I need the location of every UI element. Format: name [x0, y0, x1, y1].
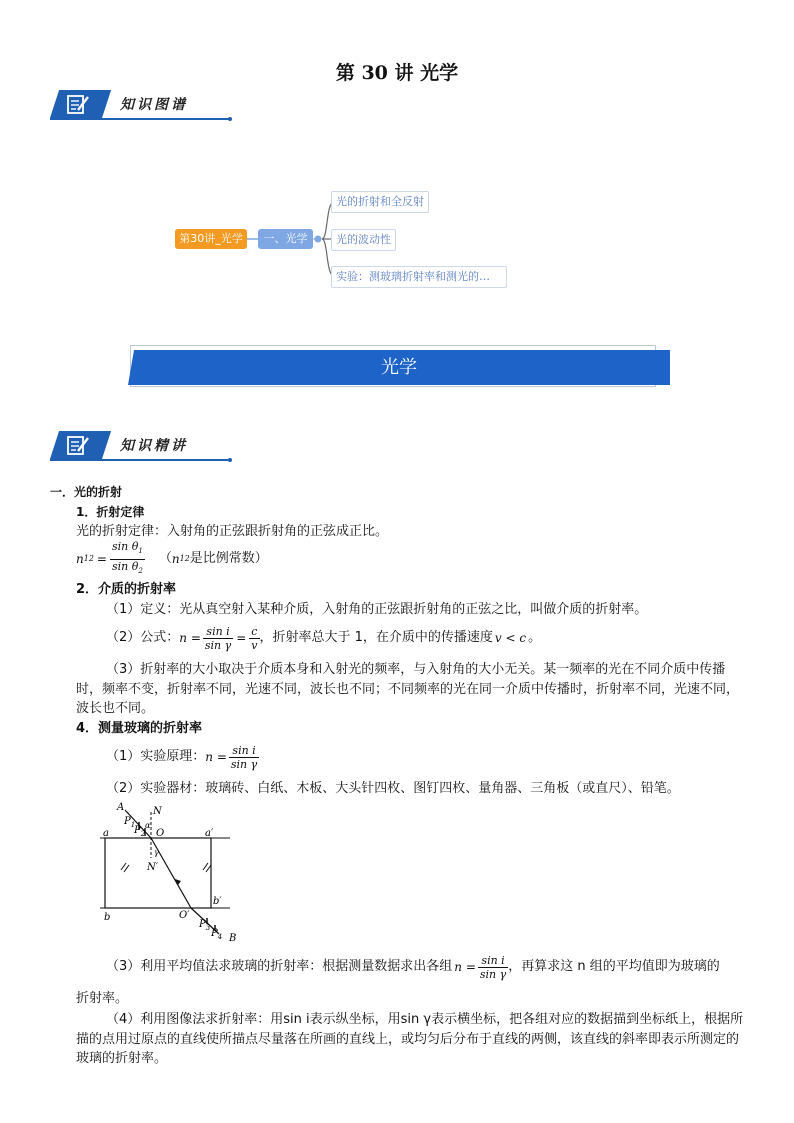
fraction-den: sin γ [204, 638, 232, 652]
banner-title: 光学 [381, 357, 417, 378]
average-method-end: 折射率。 [76, 991, 129, 1006]
underline-dot [228, 117, 232, 121]
principle-label: （1）实验原理： [106, 749, 206, 764]
avg-text-b: ，再算求这 n 组的平均值即为玻璃的 [508, 959, 720, 974]
fraction-num: c [249, 625, 259, 639]
section-underline [50, 118, 230, 120]
heading-refraction-law: 1．折射定律 [76, 505, 145, 519]
svg-text:P4 [210, 928, 222, 941]
label-B: B [229, 933, 237, 944]
fraction-den: sin γ [230, 757, 258, 771]
label-P1-sub: 1 [130, 821, 136, 829]
formula-lhs-sub: 12 [83, 554, 94, 563]
fraction-num: sin i [203, 625, 233, 639]
mindmap-leaf-refraction[interactable]: 光的折射和全反射 [331, 191, 429, 213]
label-P2: P [134, 825, 141, 836]
formula-fraction [229, 744, 259, 771]
heading-refractive-index: 2．介质的折射率 [76, 582, 177, 597]
label-P1: P [124, 816, 131, 827]
refraction-law-text: 光的折射定律：入射角的正弦跟折射角的正弦成正比。 [76, 524, 389, 539]
fraction-den-sub: 2 [138, 566, 143, 575]
label-a-prime: a′ [205, 828, 214, 839]
formula-eq: = [236, 631, 247, 645]
label-b-prime: b′ [213, 896, 222, 907]
note-var: n [171, 552, 180, 566]
refraction-law-formula: n 12 = $\frac{\sin \theta_1}{\sin \theta_2}$ （ n 12 是比例常数） [76, 540, 268, 578]
formula-fraction [478, 954, 508, 981]
formula-lhs: n = [205, 750, 227, 764]
label-P3-sub: 3 [205, 924, 211, 932]
index-formula-line [106, 620, 541, 656]
label-P3: P [199, 919, 206, 930]
page-title: 第 30 讲 光学 [335, 62, 459, 84]
heading-measure-glass: 4．测量玻璃的折射率 [76, 721, 203, 736]
avg-text-a: （3）利用平均值法求玻璃的折射率：根据测量数据求出各组 [106, 959, 453, 974]
label-a: a [103, 828, 109, 839]
formula-lhs: n [76, 552, 84, 566]
fraction-num: sin i [229, 744, 259, 758]
section-label: 知识图谱 [120, 97, 188, 113]
principle-line [106, 738, 259, 776]
label-P2-sub: 2 [140, 830, 146, 838]
notebook-pencil-icon [66, 434, 90, 456]
formula-end: 。 [528, 630, 542, 645]
label-A: A [117, 802, 125, 813]
notebook-pencil-icon [66, 93, 90, 115]
formula-fraction-speed [249, 625, 259, 652]
equipment-text: （2）实验器材：玻璃砖、白纸、木板、大头针四枚、图钉四枚、量角器、三角板（或直尺）、铅笔。 [106, 781, 680, 796]
formula-cond: v < c [494, 631, 527, 645]
label-N-prime: N′ [147, 862, 159, 873]
fraction-den: sin γ [479, 967, 507, 981]
note-open: （ [158, 551, 172, 566]
mindmap-level1-node[interactable]: 一、光学 [258, 229, 313, 249]
section-header-knowledge-map [50, 90, 232, 120]
formula-fraction-sin [203, 625, 233, 652]
label-b: b [104, 912, 111, 923]
heading-refraction: 一．光的折射 [50, 485, 123, 499]
mindmap-root-node[interactable]: 第30讲_光学 [175, 229, 247, 249]
label-O-prime: O′ [179, 910, 190, 921]
fraction-num-sub: 1 [138, 547, 143, 556]
fraction-den: sin θ [111, 559, 139, 573]
underline-dot [228, 458, 232, 462]
label-P4-sub: 4 [217, 933, 223, 941]
fraction-num: sin θ [111, 540, 139, 554]
section-header-knowledge-lecture [50, 431, 232, 461]
definition-text: （1）定义：光从真空射入某种介质，入射角的正弦跟折射角的正弦之比，叫做介质的折射率。 [106, 602, 648, 617]
label-gamma: γ [154, 848, 159, 857]
mindmap-leaf-wave[interactable]: 光的波动性 [331, 229, 396, 251]
note-text: 是比例常数） [189, 551, 268, 566]
formula-tail: ，折射率总大于 1，在介质中的传播速度 [259, 630, 493, 645]
formula-fraction [110, 540, 145, 577]
note-sub: 12 [179, 554, 190, 563]
average-method-line [106, 950, 720, 984]
formula-label: （2）公式： [106, 630, 180, 645]
paragraph-index-factors: （3）折射率的大小取决于介质本身和入射光的频率，与入射角的大小无关。某一频率的光在不同介质中传播时，频率不变，折射率不同，光速不同，波长也不同；不同频率的光在同一介质中传播时，折射率不同，光速不同，波长也不同。 [76, 662, 740, 716]
section-underline [50, 459, 230, 461]
formula-lhs: n = [179, 631, 201, 645]
label-P4: P [211, 928, 218, 939]
label-N: N [153, 806, 162, 817]
mindmap-leaf-experiment[interactable]: 实验：测玻璃折射率和测光的… [331, 266, 507, 288]
refraction-diagram [95, 800, 255, 945]
label-alpha: α [145, 821, 151, 830]
label-O: O [156, 828, 165, 839]
svg-text:P3 [198, 919, 211, 932]
paragraph-graph-method: （4）利用图像法求折射率：用sin i表示纵坐标，用sin γ表示横坐标，把各组对应的数据描到坐标纸上，根据所描的点用过原点的直线使所描点尽量落在所画的直线上，或均匀后分布于直线的两侧，该直线的斜率即表示所测定的玻璃的折射率。 [76, 1012, 744, 1066]
fraction-den: v [251, 638, 258, 652]
section-label: 知识精讲 [120, 438, 188, 454]
fraction-num: sin i [478, 954, 508, 968]
formula-lhs: n = [454, 960, 476, 974]
